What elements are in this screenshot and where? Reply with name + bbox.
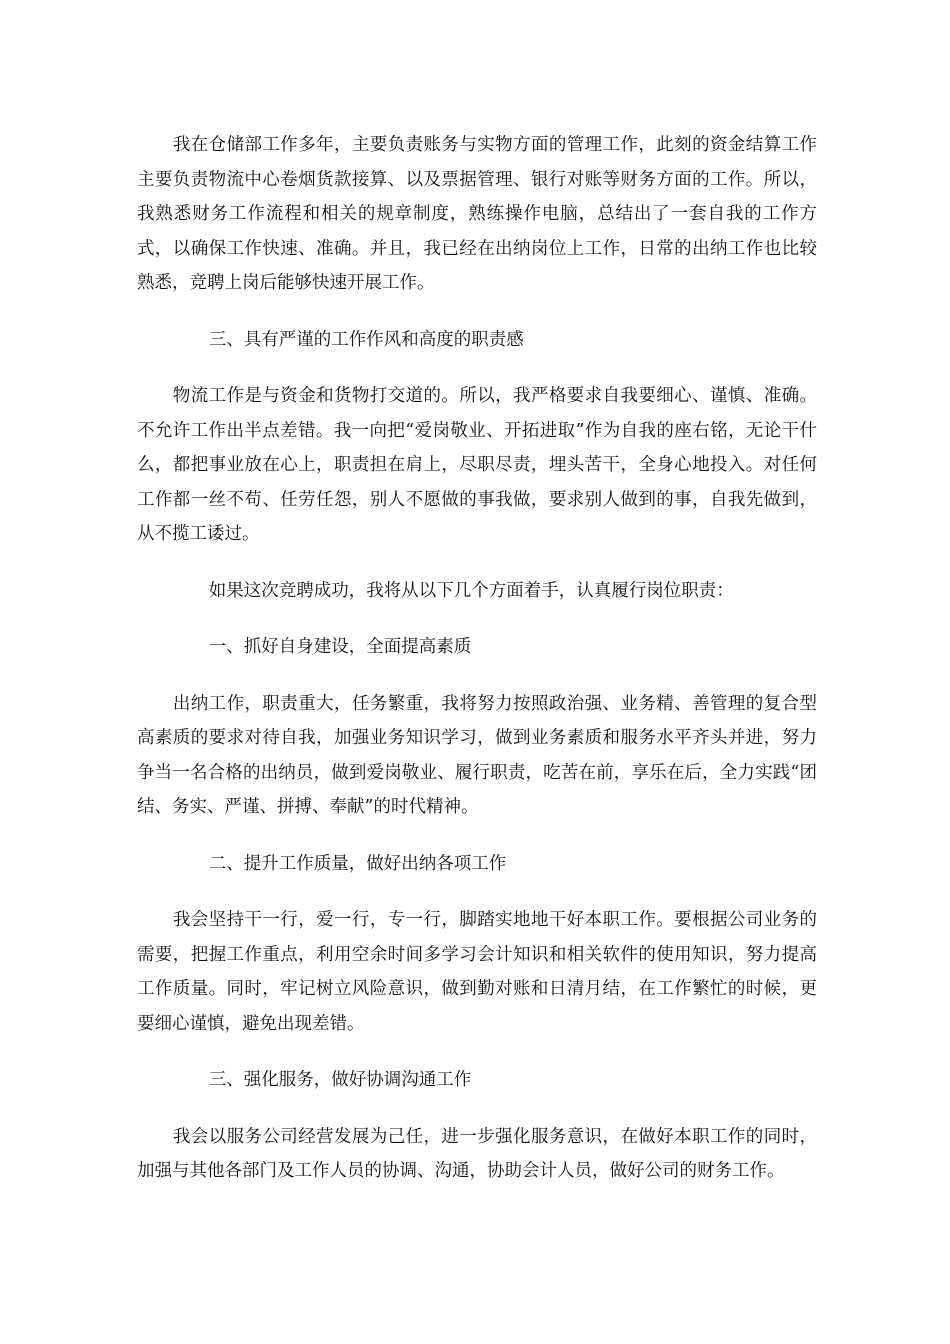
paragraph-service: 我会以服务公司经营发展为己任，进一步强化服务意识，在做好本职工作的同时，加强与其他各部门及工作人员的协调、沟通，协助会计人员，做好公司的财务工作。 bbox=[137, 1126, 817, 1181]
document-page bbox=[137, 128, 817, 1211]
heading-self-improvement: 一、抓好自身建设，全面提高素质 bbox=[208, 637, 472, 657]
heading-work-style: 三、具有严谨的工作作风和高度的职责感 bbox=[208, 329, 524, 350]
heading-work-quality: 二、提升工作质量，做好出纳各项工作 bbox=[208, 853, 507, 874]
heading-service: 三、强化服务，做好协调沟通工作 bbox=[208, 1070, 472, 1090]
paragraph-logistics-work: 物流工作是与资金和货物打交道的。所以，我严格要求自我要细心、谨慎、准确。不允许工作出半点差错。我一向把“爱岗敬业、开拓进取”作为自我的座右铭，无论干什么，都把事业放在心上，职责担在肩上，尽职尽责，埋头苦干，全身心地投入。对任何工作都一丝不苟、任劳任怨，别人不愿做的事我做，要求别人做到的事，自我先做到，从不揽工诿过。 bbox=[137, 386, 817, 544]
paragraph-cashier-duties: 出纳工作，职责重大，任务繁重，我将努力按照政治强、业务精、善管理的复合型高素质的要求对待自我，加强业务知识学习，做到业务素质和服务水平齐头并进，努力争当一名合格的出纳员，做到爱岗敬业、履行职责，吃苦在前，享乐在后，全力实践“团结、务实、严谨、拼搏、奉献”的时代精神。 bbox=[137, 693, 817, 817]
paragraph-warehouse-experience: 我在仓储部工作多年，主要负责账务与实物方面的管理工作，此刻的资金结算工作主要负责物流中心卷烟货款接算、以及票据管理、银行对账等财务方面的工作。所以，我熟悉财务工作流程和相关的规章制度，熟练操作电脑，总结出了一套自我的工作方式，以确保工作快速、准确。并且，我已经在出纳岗位上工作，日常的出纳工作也比较熟悉，竞聘上岗后能够快速开展工作。 bbox=[137, 135, 817, 293]
paragraph-work-quality: 我会坚持干一行，爱一行，专一行，脚踏实地地干好本职工作。要根据公司业务的需要，把握工作重点，利用空余时间多学习会计知识和相关软件的使用知识，努力提高工作质量。同时，牢记树立风险意识，做到勤对账和日清月结，在工作繁忙的时候，更要细心谨慎，避免出现差错。 bbox=[137, 910, 817, 1034]
intro-duties: 如果这次竞聘成功，我将从以下几个方面着手，认真履行岗位职责： bbox=[208, 580, 734, 601]
